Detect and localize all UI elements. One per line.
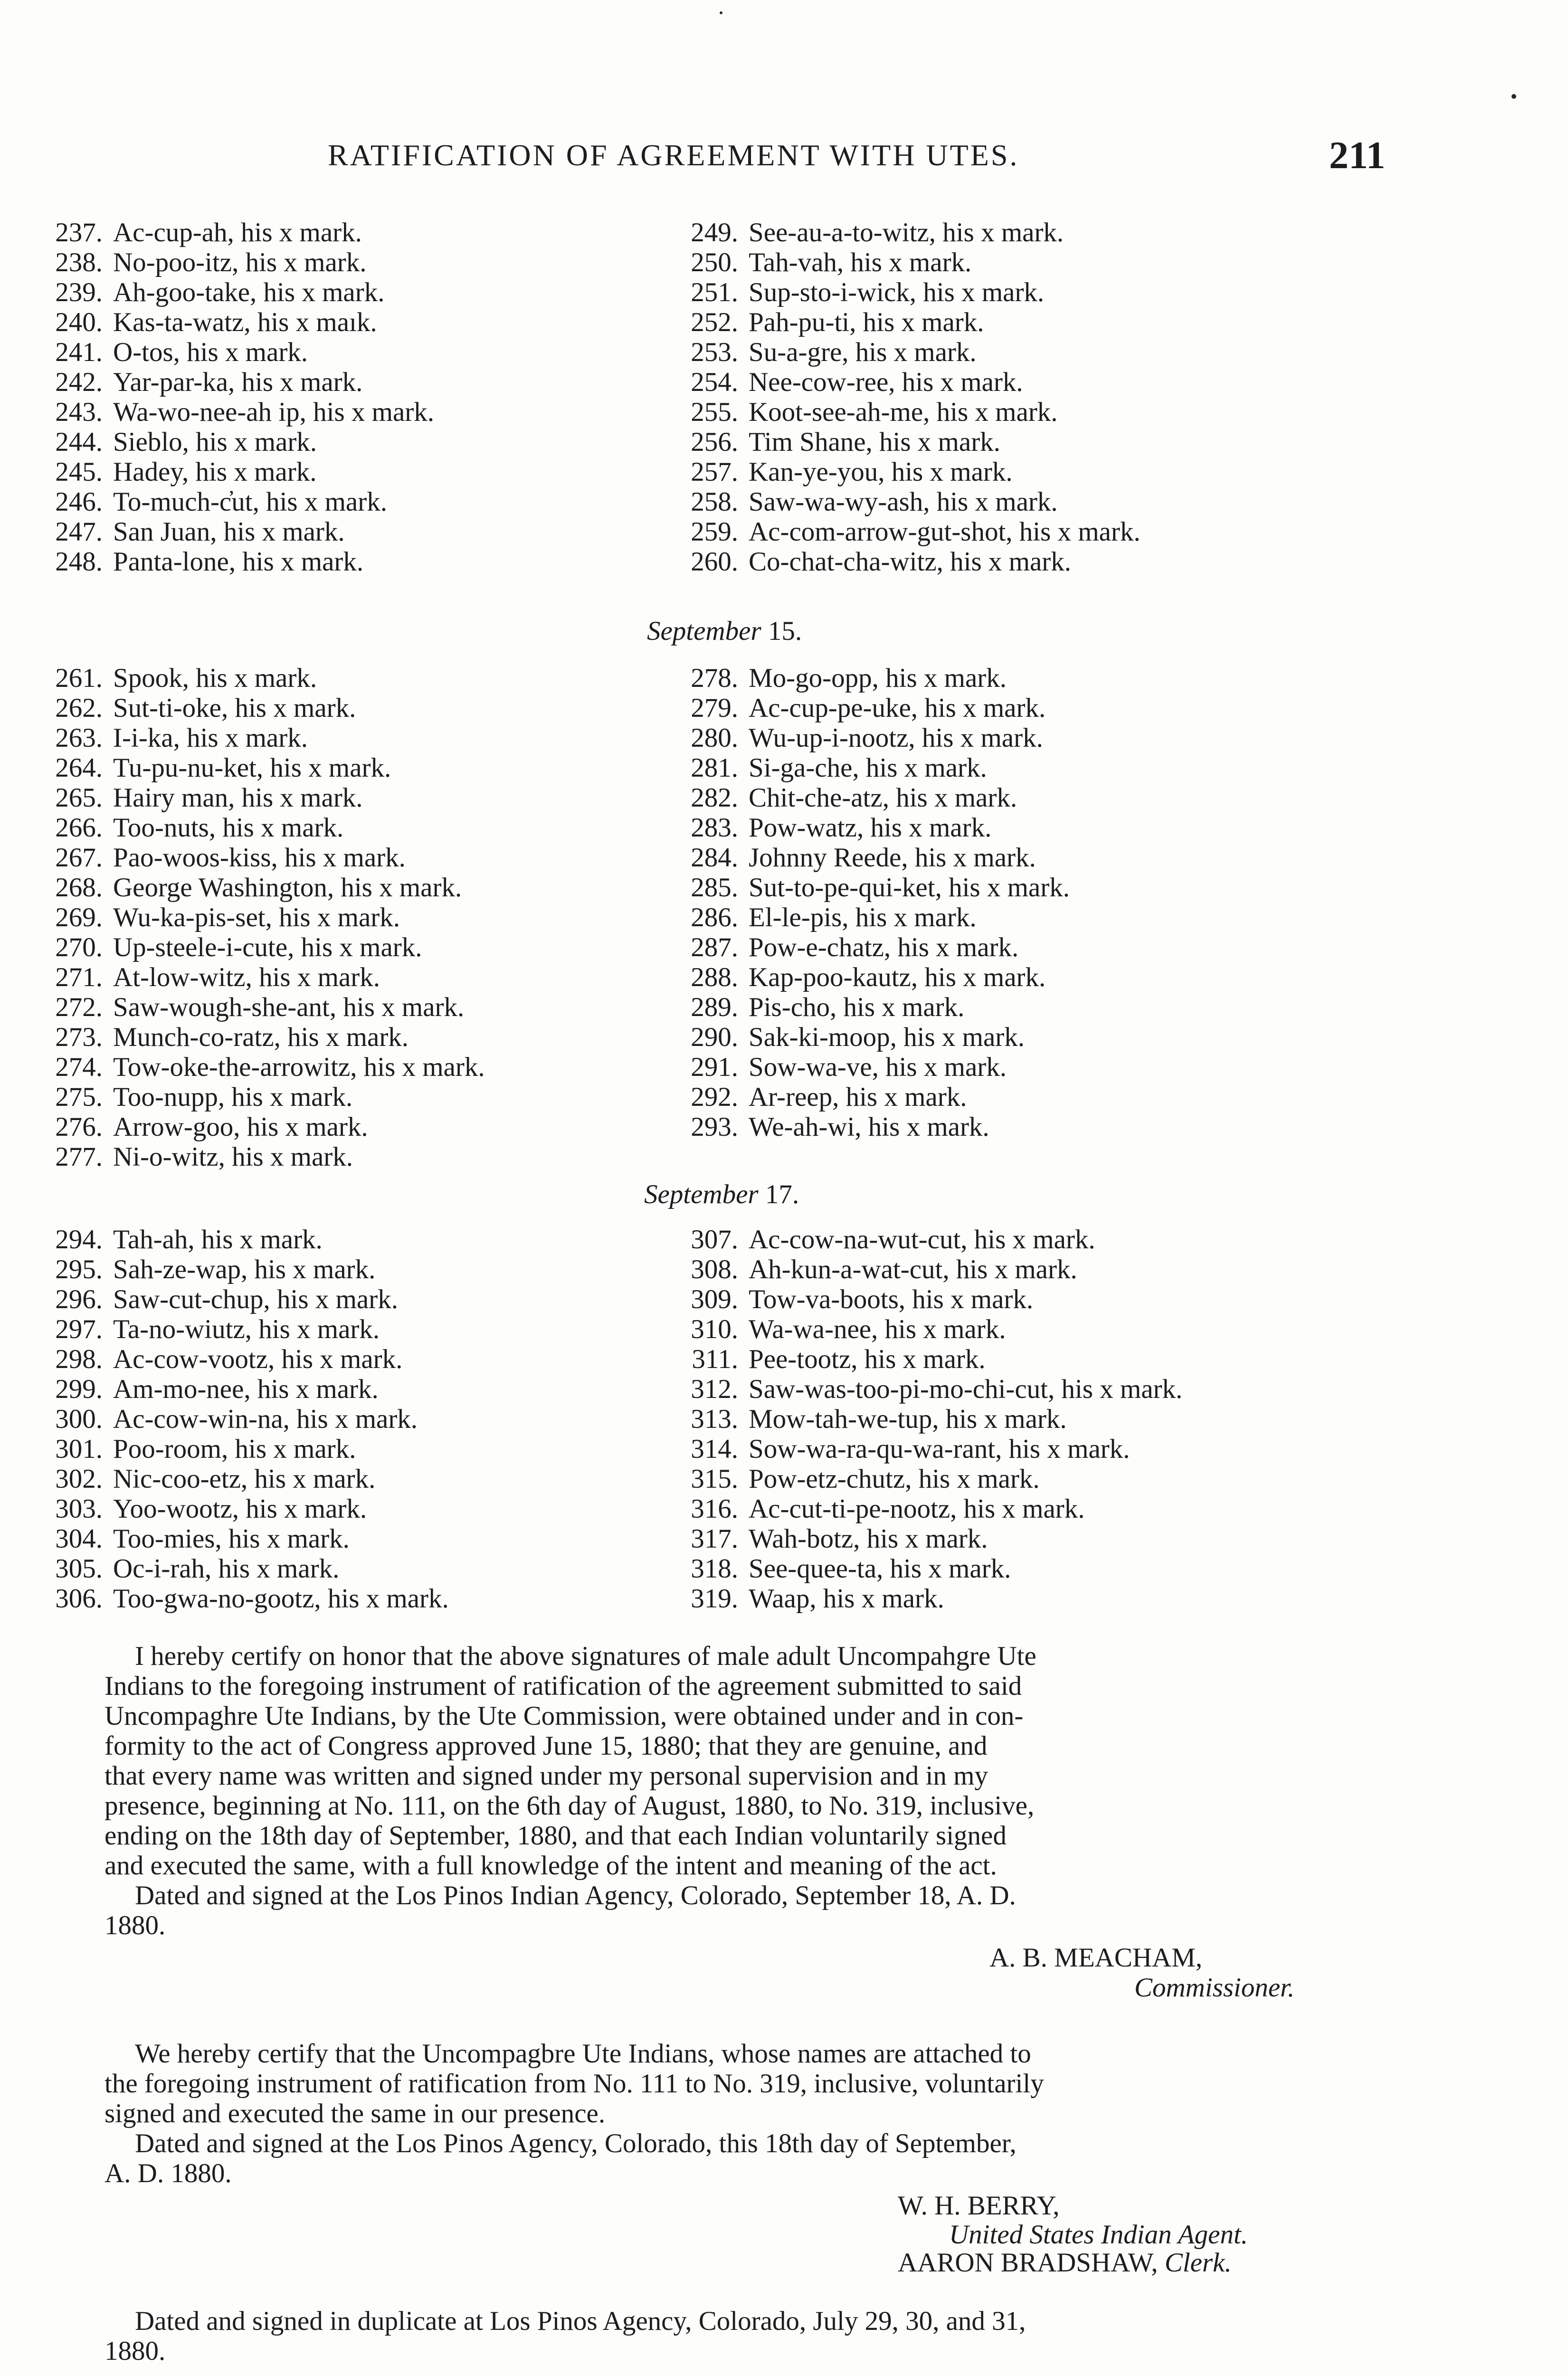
signer-name: A. B. MEACHAM, [989,1943,1203,1973]
signatory-entry: 263. I-i-ka, his x mark. [55,723,308,753]
signatory-entry: 308. Ah-kun-a-wat-cut, his x mark. [691,1254,1077,1284]
signatory-entry: 259. Ac-com-arrow-gut-shot, his x mark. [691,517,1140,547]
certification-paragraph: I hereby certify on honor that the above signatures of male adult Uncompahgre Ute Indians to the foregoing instrument of ratification of the agreement submitted to said Uncompaghre Ute Indians, by the Ute Commission, were obtained under and in con- formity to the act of Congress approved June 15, 1880; that they are genuine, and that every name was written and signed under my personal supervision and in my presence, beginning at No. 111, on the 6th day of August, 1880, to No. 319, inclusive, ending on the 18th day of September, 1880, and that each Indian voluntarily signed and executed the same, with a full knowledge of the intent and meaning of the act. Dated and signed at the Los Pinos Indian Agency, Colorado, September 18, A. D. 1880. [105,1641,1036,1940]
signatory-entry: 247. San Juan, his x mark. [55,517,345,547]
signatory-entry: 283. Pow-watz, his x mark. [691,813,992,843]
signatory-entry: 272. Saw-wough-she-ant, his x mark. [55,992,465,1022]
signatory-entry: 312. Saw-was-too-pi-mo-chi-cut, his x mark. [691,1374,1183,1404]
signatory-entry: 270. Up-steele-i-cute, his x mark. [55,932,422,962]
signatory-entry: 315. Pow-etz-chutz, his x mark. [691,1464,1040,1494]
signatory-entry: 243. Wa-wo-nee-ah ip, his x mark. [55,397,435,427]
signatory-entry: 258. Saw-wa-wy-ash, his x mark. [691,487,1058,517]
signatory-entry: 316. Ac-cut-ti-pe-nootz, his x mark. [691,1494,1085,1524]
signatory-entry: 313. Mow-tah-we-tup, his x mark. [691,1404,1067,1434]
signer-name: AARON BRADSHAW, Clerk. [898,2248,1232,2278]
signatory-entry: 296. Saw-cut-chup, his x mark. [55,1284,398,1314]
signatory-entry: 298. Ac-cow-vootz, his x mark. [55,1344,403,1374]
signatory-entry: 276. Arrow-goo, his x mark. [55,1112,368,1142]
signatory-entry: 261. Spook, his x mark. [55,663,317,693]
certification-paragraph: We hereby certify that the Uncompagbre Ute Indians, whose names are attached to the foregoing instrument of ratification from No. 111 to No. 319, inclusive, voluntarily signed and executed the same in our presence. Dated and signed at the Los Pinos Agency, Colorado, this 18th day of September, A. D. 1880. [105,2039,1044,2188]
signatory-entry: 305. Oc-i-rah, his x mark. [55,1554,340,1584]
signatory-entry: 251. Sup-sto-i-wick, his x mark. [691,277,1045,307]
signatory-entry: 307. Ac-cow-na-wut-cut, his x mark. [691,1225,1095,1254]
signatory-entry: 282. Chit-che-atz, his x mark. [691,783,1017,813]
signatory-entry: 248. Panta-lone, his x mark. [55,547,364,577]
signatory-entry: 285. Sut-to-pe-qui-ket, his x mark. [691,873,1070,902]
signatory-entry: 309. Tow-va-boots, his x mark. [691,1284,1034,1314]
scan-speck [720,11,722,14]
signatory-entry: 290. Sak-ki-moop, his x mark. [691,1022,1025,1052]
signatory-entry: 280. Wu-up-i-nootz, his x mark. [691,723,1043,753]
signatory-entry: 292. Ar-reep, his x mark. [691,1082,967,1112]
signer-title: United States Indian Agent. [949,2220,1248,2250]
signatory-entry: 250. Tah-vah, his x mark. [691,247,972,277]
signatory-entry: 306. Too-gwa-no-gootz, his x mark. [55,1584,449,1614]
signatory-entry: 303. Yoo-wootz, his x mark. [55,1494,367,1524]
signatory-entry: 317. Wah-botz, his x mark. [691,1524,988,1554]
signatory-entry: 249. See-au-a-to-witz, his x mark. [691,218,1064,247]
signatory-entry: 239. Ah-goo-take, his x mark. [55,277,385,307]
signatory-entry: 291. Sow-wa-ve, his x mark. [691,1052,1007,1082]
signatory-entry: 294. Tah-ah, his x mark. [55,1225,323,1254]
block2-left-column [33,663,485,1172]
signatory-entry: 264. Tu-pu-nu-ket, his x mark. [55,753,391,783]
signatory-entry: 245. Hadey, his x mark. [55,457,317,487]
signatory-entry: 318. See-quee-ta, his x mark. [691,1554,1011,1584]
block1-right-column [669,218,1140,577]
signatory-entry: 246. To-much-c̓ut, his x mark. [55,487,387,517]
signatory-entry: 314. Sow-wa-ra-qu-wa-rant, his x mark. [691,1434,1130,1464]
signatory-entry: 279. Ac-cup-pe-uke, his x mark. [691,693,1046,723]
signatory-entry: 299. Am-mo-nee, his x mark. [55,1374,379,1404]
signatory-entry: 244. Sieblo, his x mark. [55,427,317,457]
signatory-entry: 311. Pee-tootz, his x mark. [692,1344,986,1374]
signatory-entry: 253. Su-a-gre, his x mark. [691,337,977,367]
signatory-entry: 266. Too-nuts, his x mark. [55,813,344,843]
scan-speck [1511,94,1516,99]
signatory-entry: 252. Pah-pu-ti, his x mark. [691,307,984,337]
signatory-entry: 273. Munch-co-ratz, his x mark. [55,1022,409,1052]
signatory-entry: 319. Waap, his x mark. [691,1584,944,1614]
signatory-entry: 255. Koot-see-ah-me, his x mark. [691,397,1058,427]
signatory-entry: 288. Kap-poo-kautz, his x mark. [691,962,1046,992]
signatory-entry: 262. Sut-ti-oke, his x mark. [55,693,356,723]
signatory-entry: 289. Pis-cho, his x mark. [691,992,965,1022]
running-header: RATIFICATION OF AGREEMENT WITH UTES. [328,138,1019,172]
signatory-entry: 281. Si-ga-che, his x mark. [691,753,987,783]
signatory-entry: 293. We-ah-wi, his x mark. [691,1112,989,1142]
signatory-entry: 287. Pow-e-chatz, his x mark. [691,932,1019,962]
signatory-entry: 297. Ta-no-wiutz, his x mark. [55,1314,380,1344]
closing-paragraph: Dated and signed in duplicate at Los Pinos Agency, Colorado, July 29, 30, and 31, 1880. [105,2306,1026,2366]
signatory-entry: 277. Ni-o-witz, his x mark. [55,1142,353,1172]
signatory-entry: 257. Kan-ye-you, his x mark. [691,457,1013,487]
signatory-entry: 284. Johnny Reede, his x mark. [691,843,1036,873]
section-date-heading: September 17. [644,1179,799,1209]
signatory-entry: 274. Tow-oke-the-arrowitz, his x mark. [55,1052,485,1082]
block3-right-column [669,1225,1182,1614]
signatory-entry: 295. Sah-ze-wap, his x mark. [55,1254,376,1284]
signatory-entry: 304. Too-mies, his x mark. [55,1524,350,1554]
signatory-entry: 310. Wa-wa-nee, his x mark. [691,1314,1006,1344]
signatory-entry: 286. El-le-pis, his x mark. [691,902,977,932]
signatory-entry: 260. Co-chat-cha-witz, his x mark. [691,547,1072,577]
signatory-entry: 269. Wu-ka-pis-set, his x mark. [55,902,400,932]
page-number: 211 [1329,133,1386,177]
signatory-entry: 267. Pao-woos-kiss, his x mark. [55,843,406,873]
signatory-entry: 242. Yar-par-ka, his x mark. [55,367,363,397]
signatory-entry: 302. Nic-coo-etz, his x mark. [55,1464,376,1494]
signatory-entry: 241. O-tos, his x mark. [55,337,308,367]
section-date-heading: September 15. [647,616,802,646]
signatory-entry: 275. Too-nupp, his x mark. [55,1082,353,1112]
signatory-entry: 301. Poo-room, his x mark. [55,1434,356,1464]
signatory-entry: 254. Nee-cow-ree, his x mark. [691,367,1023,397]
signatory-entry: 238. No-poo-itz, his x mark. [55,247,367,277]
block2-right-column [669,663,1070,1142]
signatory-entry: 271. At-low-witz, his x mark. [55,962,380,992]
signatory-entry: 237. Ac-cup-ah, his x mark. [55,218,362,247]
signer-title: Commissioner. [1134,1973,1295,2003]
signatory-entry: 265. Hairy man, his x mark. [55,783,363,813]
block3-left-column [33,1225,449,1614]
signatory-entry: 300. Ac-cow-win-na, his x mark. [55,1404,418,1434]
signatory-entry: 278. Mo-go-opp, his x mark. [691,663,1007,693]
signatory-entry: 268. George Washington, his x mark. [55,873,462,902]
signatory-entry: 256. Tim Shane, his x mark. [691,427,1000,457]
signatory-entry: 240. Kas-ta-watz, his x maık. [55,307,377,337]
block1-left-column [33,218,434,577]
signer-name: W. H. BERRY, [898,2191,1060,2221]
